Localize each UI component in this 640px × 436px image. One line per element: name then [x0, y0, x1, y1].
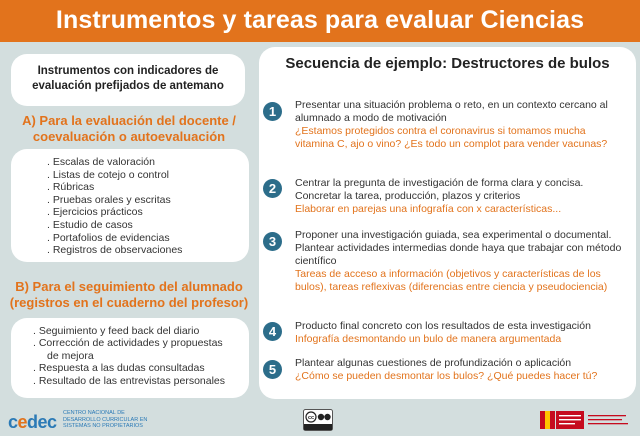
left-title-box — [11, 54, 245, 106]
step-number-badge: 3 — [263, 232, 282, 251]
list-item: . Corrección de actividades y propuestas — [33, 337, 223, 350]
list-item: . Ejercicios prácticos — [47, 206, 143, 219]
sequence-panel — [259, 47, 636, 399]
ministry-logo — [540, 409, 634, 431]
cedec-logo: cedec — [8, 412, 57, 432]
left-title: Instrumentos con indicadores de evaluación prefijados de antemano — [32, 65, 224, 92]
creative-commons-icon — [303, 409, 333, 431]
list-item: . Escalas de valoración — [47, 156, 155, 168]
instruments-list — [11, 149, 249, 262]
footer — [0, 405, 640, 436]
step-instruction: Producto final concreto con los resultados de esta investigación — [295, 320, 591, 332]
step-number-badge: 4 — [263, 322, 282, 341]
step-number-badge: 1 — [263, 102, 282, 121]
cedec-subtitle: CENTRO NACIONAL DE DESARROLLO CURRICULAR EN SISTEMAS NO PROPIETARIOS — [63, 410, 148, 429]
list-item: . Pruebas orales y escritas — [47, 193, 171, 206]
step-example: Infografía desmontando un bulo de manera argumentada — [295, 333, 562, 345]
list-item: . Rúbricas — [47, 181, 95, 194]
step-example: ¿Estamos protegidos contra el coronavirus si tomamos mucha vitamina C, ajo o vino? ¿Es todo un complot para vender vacunas? — [295, 125, 608, 150]
list-item: . Portafolios de evidencias — [47, 231, 170, 244]
page-title: Instrumentos y tareas para evaluar Ciencias — [0, 0, 640, 42]
svg-text:cc: cc — [307, 415, 315, 421]
step-example: ¿Cómo se pueden desmontar los bulos? ¿Qué puedes hacer tú? — [295, 370, 598, 382]
section-a-heading: A) Para la evaluación del docente / coevaluación o autoevaluación — [22, 113, 236, 144]
list-item: . Seguimiento y feed back del diario — [33, 325, 200, 337]
list-item: de mejora — [47, 349, 94, 362]
step-example: Tareas de acceso a información (objetivos y características de los bulos), tareas reflexivas (diferencias entre ciencia y pseudociencia) — [295, 268, 608, 293]
step-number-badge: 2 — [263, 179, 282, 198]
list-item: . Respuesta a las dudas consultadas — [33, 362, 205, 375]
list-item: . Registros de observaciones — [47, 244, 183, 257]
section-b-heading: B) Para el seguimiento del alumnado (registros en el cuaderno del profesor) — [9, 279, 249, 310]
step-example: Elaborar en parejas una infografía con x características... — [295, 203, 562, 215]
step-instruction: Proponer una investigación guiada, sea experimental o documental. Plantear actividades intermedias donde haya que trabajar con método científico — [295, 229, 622, 267]
list-item: . Resultado de las entrevistas personales — [33, 374, 226, 387]
step-instruction: Presentar una situación problema o reto, en un contexto cercano al alumnado a modo de motivación — [295, 99, 608, 124]
follow-up-list — [11, 318, 249, 398]
list-item: . Estudio de casos — [47, 218, 133, 231]
sequence-title: Secuencia de ejemplo: Destructores de bulos — [285, 55, 610, 72]
list-item: . Listas de cotejo o control — [47, 168, 169, 181]
step-number-badge: 5 — [263, 360, 282, 379]
step-instruction: Plantear algunas cuestiones de profundización o aplicación — [295, 357, 572, 369]
step-instruction: Centrar la pregunta de investigación de forma clara y concisa. Concretar la tarea, producción, plazos y criterios — [295, 177, 584, 202]
